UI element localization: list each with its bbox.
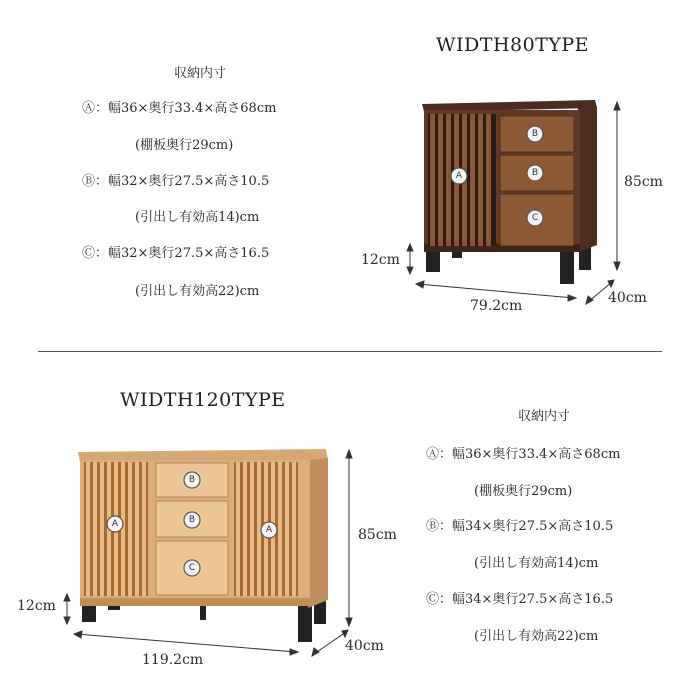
bottom-badge: C [188,563,196,573]
top-spec-line: (棚板奥行29cm) [135,138,234,153]
bottom-badge: A [111,519,119,529]
bottom-spec-line: (棚板奥行29cm) [474,484,573,499]
bottom-spec-line: (引出し有効高22)cm [474,629,599,644]
bottom-section-title: WIDTH120TYPE [120,389,286,411]
top-badge: B [531,129,539,139]
bottom-specs-heading: 収納内寸 [518,409,571,424]
bottom-depth-label: 40cm [345,638,384,654]
top-badge: C [531,213,539,223]
top-spec-line: (引出し有効高14)cm [135,210,260,225]
bottom-leg-label: 12cm [17,598,56,614]
top-specs-heading: 収納内寸 [174,66,227,81]
top-spec-line: Ⓐ：幅36×奥行33.4×高さ68cm [82,101,277,116]
bottom-spec-line: Ⓐ：幅36×奥行33.4×高さ68cm [426,447,621,462]
top-height-label: 85cm [624,174,663,190]
top-badge: B [531,168,539,178]
bottom-spec-line: (引出し有効高14)cm [474,556,599,571]
top-spec-line: Ⓒ：幅32×奥行27.5×高さ16.5 [82,246,270,261]
top-section-title: WIDTH80TYPE [436,34,590,56]
bottom-spec-line: Ⓒ：幅34×奥行27.5×高さ16.5 [426,592,614,607]
top-depth-label: 40cm [608,290,647,306]
bottom-badge: B [188,475,196,485]
top-spec-line: Ⓑ：幅32×奥行27.5×高さ10.5 [82,174,270,189]
bottom-width-label: 119.2cm [142,652,204,668]
top-spec-line: (引出し有効高22)cm [135,284,260,299]
top-width-label: 79.2cm [470,298,523,314]
bottom-spec-line: Ⓑ：幅34×奥行27.5×高さ10.5 [426,519,614,534]
bottom-badge: B [188,515,196,525]
bottom-badge: A [265,525,273,535]
bottom-height-label: 85cm [358,527,397,543]
top-badge: A [455,171,463,181]
top-leg-label: 12cm [361,252,400,268]
